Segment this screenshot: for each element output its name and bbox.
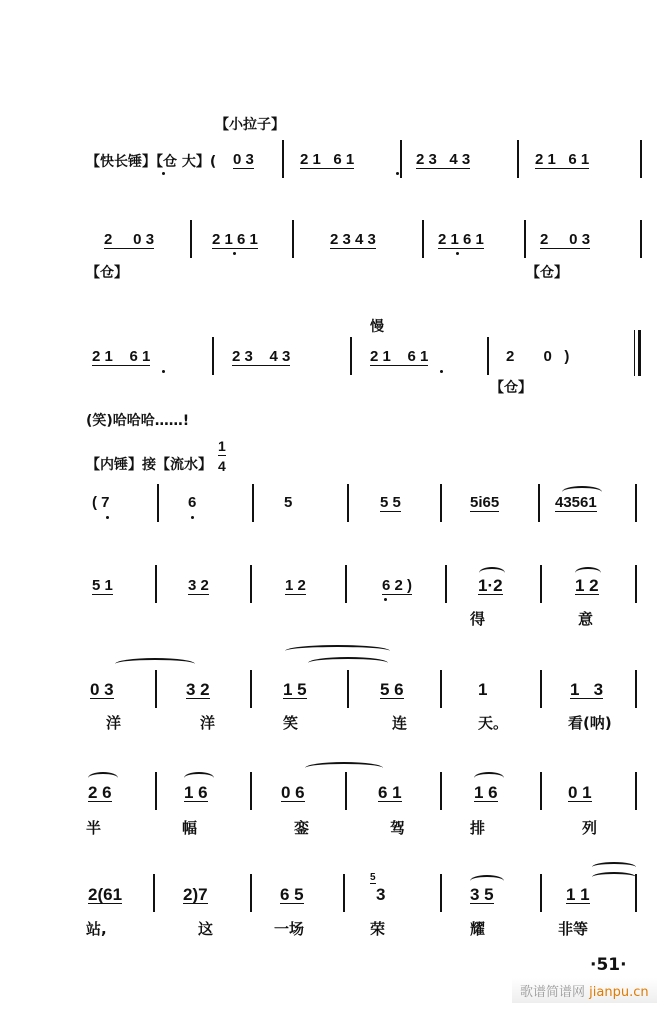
barline bbox=[350, 337, 352, 375]
measure: 1 bbox=[478, 680, 488, 699]
lyric: 洋 bbox=[106, 714, 122, 732]
barline bbox=[252, 484, 254, 522]
lyric: 排 bbox=[470, 819, 486, 837]
measure: 1 1 bbox=[566, 885, 590, 904]
percussion-label: 【快长锤】【仓 大】( bbox=[86, 154, 217, 170]
octave-dot bbox=[106, 516, 109, 519]
grace-note: 5 bbox=[370, 872, 376, 883]
lyric: 站, bbox=[86, 920, 107, 938]
barline bbox=[250, 670, 252, 708]
barline bbox=[347, 670, 349, 708]
section-label: 【小拉子】 bbox=[215, 117, 285, 133]
barline bbox=[524, 220, 526, 258]
barline bbox=[635, 670, 637, 708]
barline bbox=[635, 772, 637, 810]
time-signature-numerator: 1 bbox=[218, 438, 226, 454]
measure: 0 6 bbox=[281, 783, 305, 802]
lyric: 这 bbox=[198, 920, 214, 938]
octave-dot bbox=[162, 370, 165, 373]
measure: 5 bbox=[284, 494, 293, 511]
measure: 2 1 6 1 bbox=[212, 231, 258, 248]
lyric: 列 bbox=[582, 819, 598, 837]
octave-dot bbox=[384, 598, 387, 601]
measure: 0 3 bbox=[233, 151, 254, 168]
lyric: 非等 bbox=[558, 920, 589, 938]
slur bbox=[592, 872, 636, 882]
lyric: 荣 bbox=[370, 920, 386, 938]
measure: 2(61 bbox=[88, 885, 123, 904]
barline bbox=[487, 337, 489, 375]
watermark-text: 歌谱简谱网 bbox=[520, 985, 586, 1000]
slur bbox=[285, 645, 390, 657]
barline bbox=[440, 874, 442, 912]
measure: 2 3 4 3 bbox=[232, 348, 291, 365]
slur bbox=[592, 862, 636, 872]
lyric: 天。 bbox=[478, 714, 509, 732]
measure: ( 7 bbox=[92, 494, 110, 511]
measure: 2 3 4 3 bbox=[416, 151, 471, 168]
barline bbox=[250, 772, 252, 810]
measure: 5 1 bbox=[92, 577, 113, 594]
measure: 5 6 bbox=[380, 680, 404, 699]
octave-dot bbox=[162, 172, 165, 175]
measure: 2 1 6 1 bbox=[535, 151, 590, 168]
measure: 1·2 bbox=[478, 576, 503, 595]
measure: 1 2 bbox=[285, 577, 306, 594]
lyric: 笑 bbox=[283, 714, 299, 732]
lyric: 半 bbox=[86, 819, 102, 837]
barline bbox=[190, 220, 192, 258]
measure: 1 6 bbox=[474, 783, 498, 802]
barline bbox=[422, 220, 424, 258]
measure: 0 3 bbox=[90, 680, 114, 699]
lyric: 耀 bbox=[470, 920, 486, 938]
barline bbox=[445, 565, 447, 603]
spoken-text: (笑)哈哈哈……! bbox=[86, 413, 190, 429]
percussion-label: 【仓】 bbox=[526, 265, 568, 281]
barline bbox=[440, 670, 442, 708]
measure: 3 5 bbox=[470, 885, 494, 904]
measure: 5i65 bbox=[470, 494, 500, 511]
lyric: 洋 bbox=[200, 714, 216, 732]
octave-dot bbox=[440, 370, 443, 373]
barline bbox=[540, 874, 542, 912]
barline bbox=[440, 484, 442, 522]
measure: 3 2 bbox=[188, 577, 209, 594]
lyric: 一场 bbox=[274, 920, 305, 938]
barline bbox=[440, 772, 442, 810]
page-number: ·51· bbox=[590, 955, 627, 975]
measure: 1 2 bbox=[575, 576, 599, 595]
barline bbox=[292, 220, 294, 258]
slur bbox=[305, 762, 383, 774]
final-barline-thick bbox=[638, 330, 641, 376]
measure: 2 6 bbox=[88, 783, 112, 802]
barline bbox=[157, 484, 159, 522]
barline bbox=[540, 670, 542, 708]
barline bbox=[250, 565, 252, 603]
final-barline-thin bbox=[634, 330, 635, 376]
lyric: 銮 bbox=[294, 819, 310, 837]
octave-dot bbox=[456, 252, 459, 255]
octave-dot bbox=[191, 516, 194, 519]
barline bbox=[212, 337, 214, 375]
time-signature-denominator: 4 bbox=[218, 458, 226, 474]
measure: 2 1 6 1 bbox=[370, 348, 429, 365]
barline bbox=[540, 565, 542, 603]
slur bbox=[308, 657, 388, 669]
measure: 2 0 3 bbox=[104, 231, 155, 248]
barline bbox=[345, 565, 347, 603]
watermark-url: jianpu.cn bbox=[589, 985, 649, 1000]
measure: 0 1 bbox=[568, 783, 592, 802]
measure: 3 bbox=[376, 885, 386, 904]
barline bbox=[347, 484, 349, 522]
barline bbox=[635, 565, 637, 603]
lyric: 幅 bbox=[182, 819, 198, 837]
barline bbox=[517, 140, 519, 178]
barline bbox=[400, 140, 402, 178]
lyric: 意 bbox=[578, 610, 594, 628]
barline bbox=[155, 565, 157, 603]
measure: 1 5 bbox=[283, 680, 307, 699]
measure: 1 6 bbox=[184, 783, 208, 802]
percussion-label: 【仓】 bbox=[86, 265, 128, 281]
measure: 6 5 bbox=[280, 885, 304, 904]
watermark bbox=[512, 978, 657, 1003]
barline bbox=[635, 484, 637, 522]
lyric: 驾 bbox=[390, 819, 406, 837]
measure: 6 1 bbox=[378, 783, 402, 802]
barline bbox=[282, 140, 284, 178]
lyric: 看(呐) bbox=[568, 714, 612, 732]
barline bbox=[155, 670, 157, 708]
measure: 43561 bbox=[555, 494, 597, 511]
barline bbox=[538, 484, 540, 522]
barline bbox=[343, 874, 345, 912]
tempo-marking: 慢 bbox=[370, 319, 384, 335]
barline bbox=[153, 874, 155, 912]
measure: 5 5 bbox=[380, 494, 401, 511]
section-label: 【内锤】接【流水】 bbox=[86, 457, 212, 473]
measure: 1 3 bbox=[570, 680, 604, 699]
measure: 2)7 bbox=[183, 885, 208, 904]
lyric: 连 bbox=[392, 714, 408, 732]
barline bbox=[640, 140, 642, 178]
percussion-label: 【仓】 bbox=[490, 380, 532, 396]
barline bbox=[640, 220, 642, 258]
barline bbox=[635, 874, 637, 912]
measure: 2 1 6 1 bbox=[300, 151, 355, 168]
barline bbox=[345, 772, 347, 810]
slur bbox=[115, 658, 195, 670]
measure: 2 3 4 3 bbox=[330, 231, 376, 248]
measure: 2 0 ) bbox=[506, 348, 570, 365]
barline bbox=[250, 874, 252, 912]
barline bbox=[540, 772, 542, 810]
barline bbox=[155, 772, 157, 810]
octave-dot bbox=[233, 252, 236, 255]
measure: 2 0 3 bbox=[540, 231, 591, 248]
octave-dot bbox=[396, 172, 399, 175]
measure: 6 bbox=[188, 494, 197, 511]
measure: 6 2 ) bbox=[382, 577, 413, 594]
measure: 2 1 6 1 bbox=[438, 231, 484, 248]
measure: 2 1 6 1 bbox=[92, 348, 151, 365]
measure: 3 2 bbox=[186, 680, 210, 699]
lyric: 得 bbox=[470, 610, 486, 628]
